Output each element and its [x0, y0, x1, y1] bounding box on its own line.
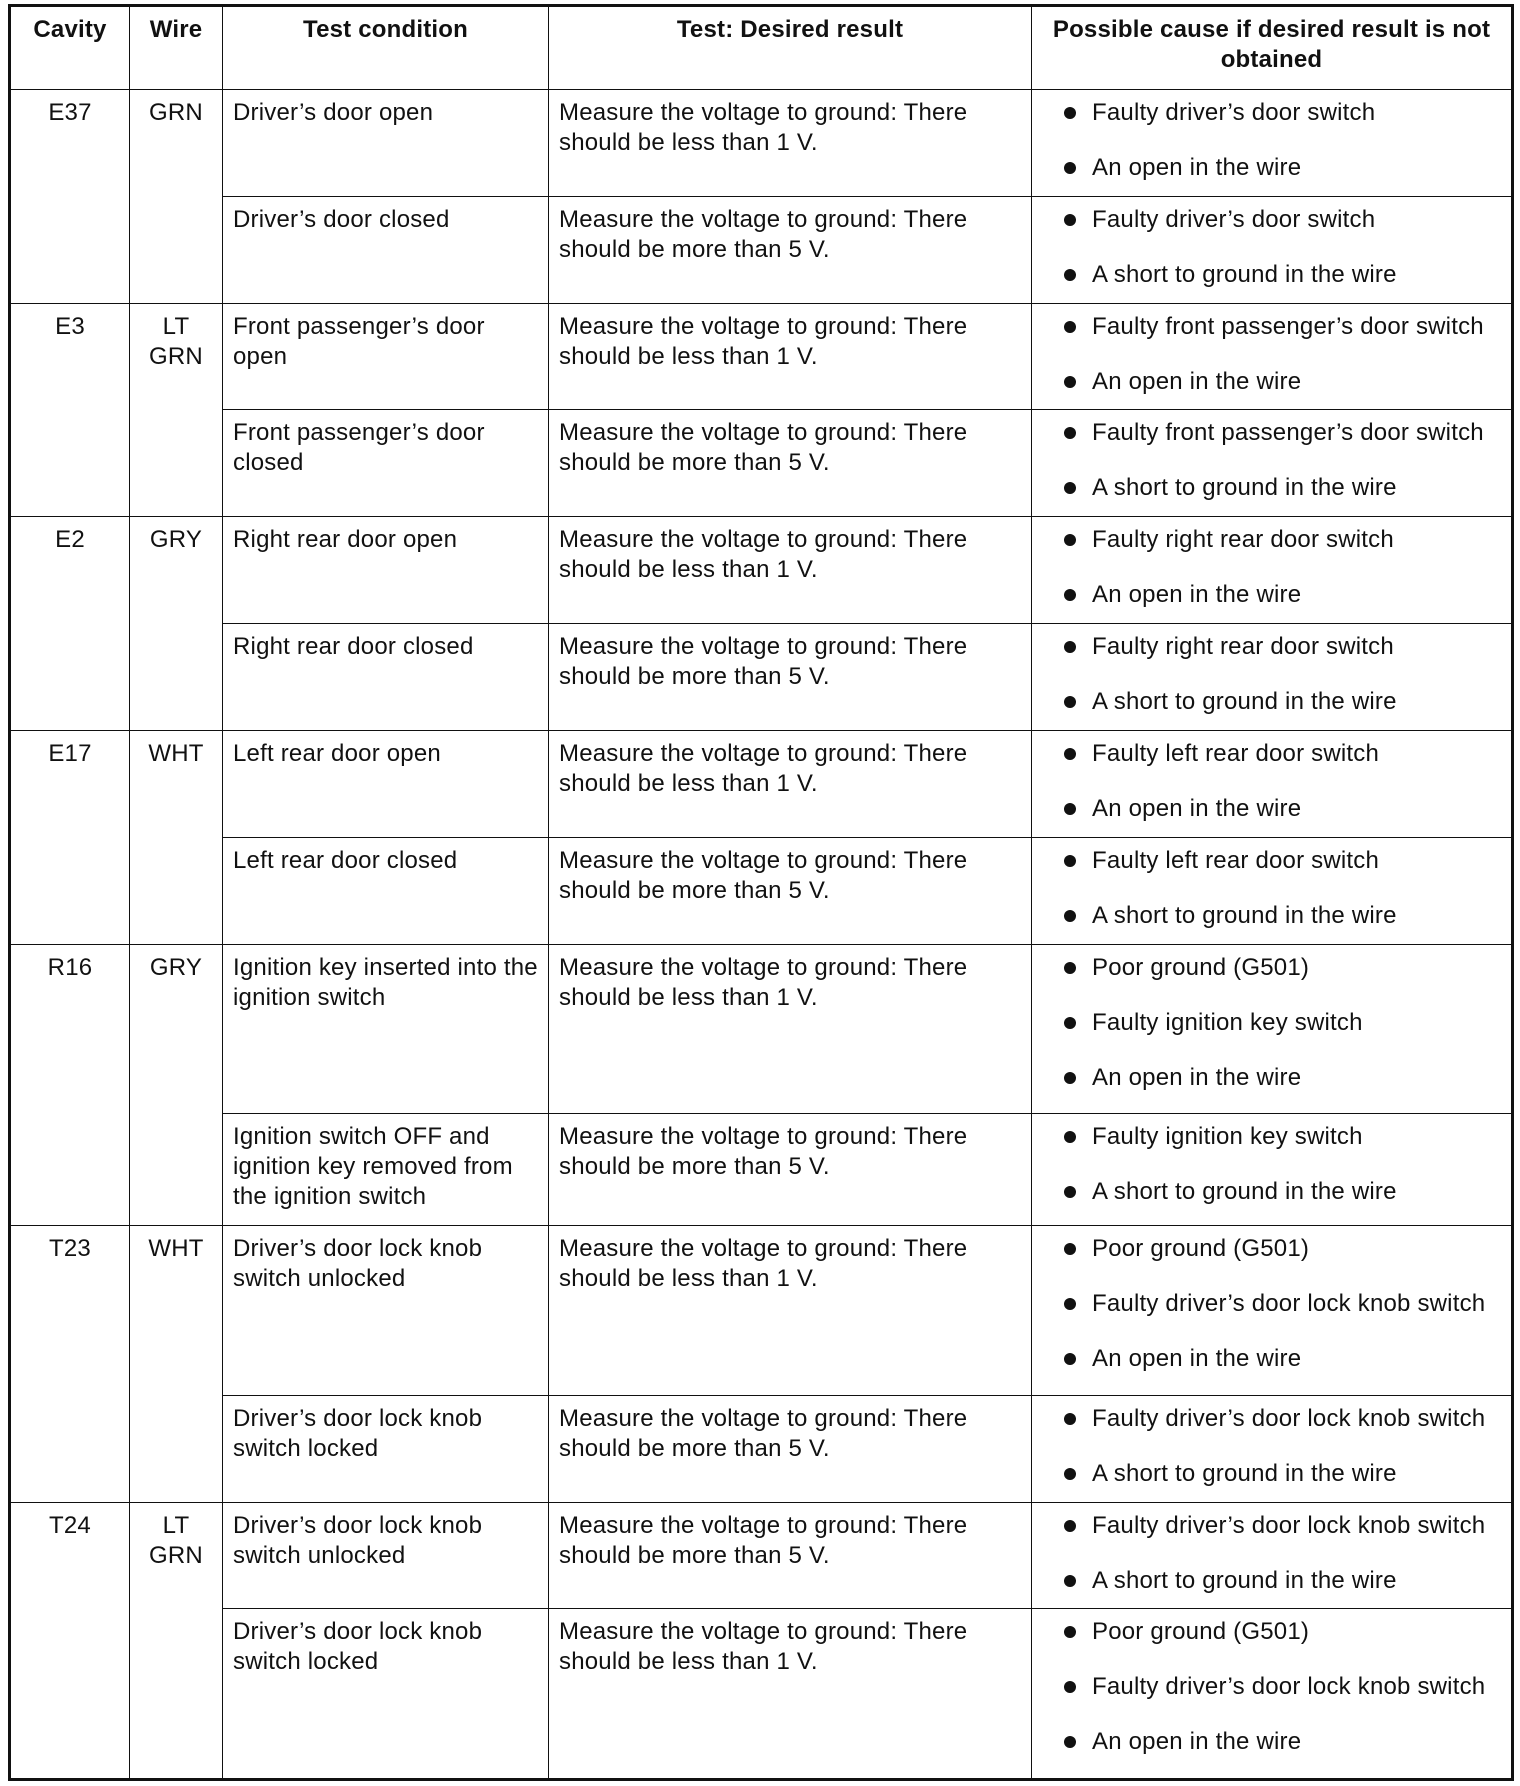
bullet-icon	[1064, 107, 1076, 119]
bullet-icon	[1064, 1131, 1076, 1143]
bullet-icon	[1064, 1243, 1076, 1255]
cause-item	[1042, 1177, 1501, 1207]
possible-cause-cell	[1032, 1395, 1513, 1502]
bullet-icon	[1064, 803, 1076, 815]
cause-item	[1042, 418, 1501, 448]
bullet-icon	[1064, 214, 1076, 226]
cause-text: Poor ground (G501)	[1092, 953, 1310, 981]
table-row	[10, 624, 1513, 731]
test-condition-cell: Front passenger’s door open	[223, 303, 549, 410]
cause-item	[1042, 260, 1501, 290]
desired-result-cell: Measure the voltage to ground: There should be more than 5 V.	[549, 1395, 1032, 1502]
table-row	[10, 1226, 1513, 1395]
test-condition-cell: Front passenger’s door closed	[223, 410, 549, 517]
cause-item	[1042, 1459, 1501, 1489]
cause-item	[1042, 1122, 1501, 1152]
bullet-icon	[1064, 1626, 1076, 1638]
test-condition-cell: Left rear door closed	[223, 837, 549, 944]
desired-result-cell: Measure the voltage to ground: There should be more than 5 V.	[549, 1502, 1032, 1609]
cause-text: A short to ground in the wire	[1092, 1177, 1397, 1205]
desired-result-cell: Measure the voltage to ground: There should be more than 5 V.	[549, 1113, 1032, 1226]
cavity-cell: E3	[10, 303, 130, 517]
possible-cause-cell	[1032, 517, 1513, 624]
wire-color-text: WHT	[148, 1235, 204, 1263]
cause-list	[1042, 525, 1501, 610]
test-condition-cell: Ignition switch OFF and ignition key removed from the ignition switch	[223, 1113, 549, 1226]
bullet-icon	[1064, 321, 1076, 333]
possible-cause-cell	[1032, 837, 1513, 944]
bullet-icon	[1064, 962, 1076, 974]
test-condition-cell: Right rear door closed	[223, 624, 549, 731]
cause-item	[1042, 1063, 1501, 1093]
cause-text: An open in the wire	[1092, 1063, 1302, 1091]
test-condition-cell: Ignition key inserted into the ignition switch	[223, 944, 549, 1113]
possible-cause-cell	[1032, 303, 1513, 410]
desired-result-cell: Measure the voltage to ground: There should be less than 1 V.	[549, 1226, 1032, 1395]
cause-text: Faulty front passenger’s door switch	[1092, 419, 1484, 447]
table-row	[10, 196, 1513, 303]
test-condition-cell: Driver’s door lock knob switch locked	[223, 1609, 549, 1780]
wire-cell	[130, 944, 223, 1226]
cause-item	[1042, 525, 1501, 555]
bullet-icon	[1064, 534, 1076, 546]
cause-text: Faulty driver’s door lock knob switch	[1092, 1290, 1486, 1318]
bullet-icon	[1064, 1072, 1076, 1084]
cause-text: Faulty right rear door switch	[1092, 526, 1394, 554]
desired-result-cell: Measure the voltage to ground: There should be less than 1 V.	[549, 944, 1032, 1113]
cause-item	[1042, 1344, 1501, 1374]
bullet-icon	[1064, 427, 1076, 439]
bullet-icon	[1064, 748, 1076, 760]
cause-item	[1042, 1672, 1501, 1702]
possible-cause-cell	[1032, 1113, 1513, 1226]
header-desired-result: Test: Desired result	[549, 6, 1032, 90]
cause-text: Poor ground (G501)	[1092, 1618, 1310, 1646]
table-row	[10, 1609, 1513, 1780]
possible-cause-cell	[1032, 90, 1513, 197]
cause-list	[1042, 98, 1501, 183]
cavity-cell: T23	[10, 1226, 130, 1502]
cause-text: A short to ground in the wire	[1092, 260, 1397, 288]
cause-text: An open in the wire	[1092, 154, 1302, 181]
desired-result-cell: Measure the voltage to ground: There should be more than 5 V.	[549, 410, 1032, 517]
cause-item	[1042, 1566, 1501, 1596]
cause-item	[1042, 846, 1501, 876]
test-condition-cell: Right rear door open	[223, 517, 549, 624]
possible-cause-cell	[1032, 730, 1513, 837]
bullet-icon	[1064, 162, 1076, 174]
wire-cell	[130, 1226, 223, 1502]
desired-result-cell: Measure the voltage to ground: There should be less than 1 V.	[549, 90, 1032, 197]
test-condition-cell: Driver’s door lock knob switch locked	[223, 1395, 549, 1502]
cause-text: A short to ground in the wire	[1092, 688, 1397, 716]
cause-list	[1042, 1617, 1501, 1757]
cause-text: Poor ground (G501)	[1092, 1235, 1310, 1263]
diagnostic-table-sheet	[8, 4, 1511, 1781]
table-row	[10, 837, 1513, 944]
bullet-icon	[1064, 589, 1076, 601]
cause-item	[1042, 687, 1501, 717]
table-row	[10, 1113, 1513, 1226]
cause-item	[1042, 153, 1501, 183]
table-row	[10, 1395, 1513, 1502]
cause-list	[1042, 953, 1501, 1093]
cause-text: A short to ground in the wire	[1092, 1459, 1397, 1487]
desired-result-cell: Measure the voltage to ground: There should be less than 1 V.	[549, 1609, 1032, 1780]
cavity-cell: E37	[10, 90, 130, 304]
cause-item	[1042, 1234, 1501, 1264]
bullet-icon	[1064, 1017, 1076, 1029]
cause-item	[1042, 1289, 1501, 1319]
cause-item	[1042, 901, 1501, 931]
cause-list	[1042, 205, 1501, 290]
cause-text: Faulty driver’s door lock knob switch	[1092, 1404, 1486, 1432]
bullet-icon	[1064, 1575, 1076, 1587]
cause-text: Faulty front passenger’s door switch	[1092, 312, 1484, 340]
desired-result-cell: Measure the voltage to ground: There should be less than 1 V.	[549, 730, 1032, 837]
cause-list	[1042, 1404, 1501, 1489]
table-row	[10, 517, 1513, 624]
table-body	[10, 90, 1513, 1780]
cause-text: Faulty ignition key switch	[1092, 1008, 1363, 1036]
cause-list	[1042, 1511, 1501, 1596]
test-condition-cell: Driver’s door lock knob switch unlocked	[223, 1226, 549, 1395]
cause-item	[1042, 632, 1501, 662]
diagnostic-table	[8, 4, 1514, 1781]
cause-list	[1042, 739, 1501, 824]
desired-result-cell: Measure the voltage to ground: There should be more than 5 V.	[549, 837, 1032, 944]
cavity-cell: E2	[10, 517, 130, 731]
bullet-icon	[1064, 1736, 1076, 1748]
desired-result-cell: Measure the voltage to ground: There should be less than 1 V.	[549, 517, 1032, 624]
bullet-icon	[1064, 1681, 1076, 1693]
header-possible-cause: Possible cause if desired result is not obtained	[1032, 6, 1513, 90]
bullet-icon	[1064, 1186, 1076, 1198]
table-row	[10, 944, 1513, 1113]
cause-text: Faulty left rear door switch	[1092, 846, 1380, 874]
desired-result-cell: Measure the voltage to ground: There should be more than 5 V.	[549, 196, 1032, 303]
cause-item	[1042, 1617, 1501, 1647]
test-condition-cell: Left rear door open	[223, 730, 549, 837]
wire-color-text: GRN	[149, 99, 203, 126]
cause-item	[1042, 739, 1501, 769]
cause-text: Faulty driver’s door switch	[1092, 99, 1376, 126]
cause-text: An open in the wire	[1092, 581, 1302, 609]
header-row	[10, 6, 1513, 90]
cavity-cell: T24	[10, 1502, 130, 1779]
cause-list	[1042, 632, 1501, 717]
cause-list	[1042, 1122, 1501, 1207]
cause-list	[1042, 312, 1501, 397]
bullet-icon	[1064, 1520, 1076, 1532]
cause-text: A short to ground in the wire	[1092, 474, 1397, 502]
header-cavity: Cavity	[10, 6, 130, 90]
test-condition-cell: Driver’s door closed	[223, 196, 549, 303]
bullet-icon	[1064, 1353, 1076, 1365]
cause-item	[1042, 953, 1501, 983]
possible-cause-cell	[1032, 624, 1513, 731]
cause-text: Faulty left rear door switch	[1092, 739, 1380, 767]
bullet-icon	[1064, 910, 1076, 922]
wire-color-text: LT GRN	[149, 1511, 203, 1569]
cause-text: An open in the wire	[1092, 367, 1302, 395]
wire-color-text: GRY	[149, 953, 203, 981]
bullet-icon	[1064, 855, 1076, 867]
cause-text: An open in the wire	[1092, 1728, 1302, 1756]
table-row	[10, 303, 1513, 410]
possible-cause-cell	[1032, 1609, 1513, 1780]
cause-text: Faulty ignition key switch	[1092, 1122, 1363, 1150]
cause-text: Faulty driver’s door lock knob switch	[1092, 1511, 1486, 1539]
test-condition-cell: Driver’s door lock knob switch unlocked	[223, 1502, 549, 1609]
cause-text: A short to ground in the wire	[1092, 901, 1397, 929]
possible-cause-cell	[1032, 410, 1513, 517]
possible-cause-cell	[1032, 196, 1513, 303]
cause-text: An open in the wire	[1092, 1345, 1302, 1373]
wire-cell	[130, 90, 223, 304]
desired-result-cell: Measure the voltage to ground: There should be more than 5 V.	[549, 624, 1032, 731]
possible-cause-cell	[1032, 944, 1513, 1113]
header-wire: Wire	[130, 6, 223, 90]
bullet-icon	[1064, 269, 1076, 281]
table-row	[10, 410, 1513, 517]
wire-cell	[130, 730, 223, 944]
cause-list	[1042, 418, 1501, 503]
bullet-icon	[1064, 1413, 1076, 1425]
cause-item	[1042, 367, 1501, 397]
desired-result-cell: Measure the voltage to ground: There should be less than 1 V.	[549, 303, 1032, 410]
wire-cell	[130, 517, 223, 731]
cause-item	[1042, 1727, 1501, 1757]
cause-text: A short to ground in the wire	[1092, 1566, 1397, 1594]
cause-item	[1042, 98, 1501, 128]
cause-text: An open in the wire	[1092, 794, 1302, 822]
wire-color-text: WHT	[148, 739, 204, 767]
cause-item	[1042, 794, 1501, 824]
possible-cause-cell	[1032, 1226, 1513, 1395]
table-row	[10, 1502, 1513, 1609]
bullet-icon	[1064, 1298, 1076, 1310]
cause-item	[1042, 1511, 1501, 1541]
bullet-icon	[1064, 376, 1076, 388]
cause-item	[1042, 312, 1501, 342]
cause-text: Faulty right rear door switch	[1092, 633, 1394, 661]
cause-text: Faulty driver’s door lock knob switch	[1092, 1673, 1486, 1701]
bullet-icon	[1064, 696, 1076, 708]
cavity-cell: R16	[10, 944, 130, 1226]
table-row	[10, 90, 1513, 197]
possible-cause-cell	[1032, 1502, 1513, 1609]
cause-item	[1042, 205, 1501, 235]
table-row	[10, 730, 1513, 837]
cause-list	[1042, 1234, 1501, 1374]
wire-color-text: GRY	[149, 526, 203, 554]
cause-item	[1042, 473, 1501, 503]
wire-cell	[130, 1502, 223, 1779]
cause-list	[1042, 846, 1501, 931]
wire-color-text: LT GRN	[149, 312, 203, 370]
bullet-icon	[1064, 1468, 1076, 1480]
cause-text: Faulty driver’s door switch	[1092, 205, 1376, 233]
wire-cell	[130, 303, 223, 517]
cause-item	[1042, 580, 1501, 610]
bullet-icon	[1064, 641, 1076, 653]
header-test-condition: Test condition	[223, 6, 549, 90]
bullet-icon	[1064, 482, 1076, 494]
cause-item	[1042, 1008, 1501, 1038]
cavity-cell: E17	[10, 730, 130, 944]
test-condition-cell: Driver’s door open	[223, 90, 549, 197]
cause-item	[1042, 1404, 1501, 1434]
